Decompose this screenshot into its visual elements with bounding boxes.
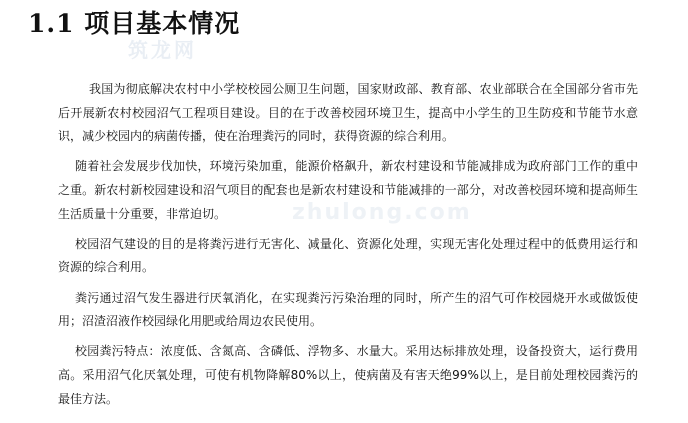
paragraph-3: 校园沼气建设的目的是将粪污进行无害化、减量化、资源化处理，实现无害化处理过程中的低费用运行和资源的综合利用。 (58, 236, 638, 275)
paragraph-4: 粪污通过沼气发生器进行厌氧消化，在实现粪污污染治理的同时，所产生的沼气可作校园烧开水或做饭使用；沼渣沼液作校园绿化用肥或给周边农民使用。 (58, 290, 638, 329)
watermark-url: zhulong.com (292, 200, 472, 225)
paragraph-1: 我国为彻底解决农村中小学校校园公厕卫生问题，国家财政部、教育部、农业部联合在全国部分省市先后开展新农村校园沼气工程项目建设。目的在于改善校园环境卫生，提高中小学生的卫生防疫和节能节水意识，减少校园内的病菌传播，使在治理粪污的同时，获得资源的综合利用。 (58, 82, 638, 144)
paragraph-2: 随着社会发展步伐加快，环境污染加重，能源价格飙升，新农村建设和节能减排成为政府部门工作的重中之重。新农村新校园建设和沼气项目的配套也是新农村建设和节能减排的一部分，对改善校园环境和提高师生生活质量十分重要，非常迫切。 (58, 159, 638, 221)
paragraph-5: 校园粪污特点：浓度低、含氮高、含磷低、浮物多、水量大。采用达标排放处理，设备投资大，运行费用高。采用沼气化厌氧处理，可使有机物降解80%以上，使病菌及有害天绝99%以上，是目前处理校园粪污的最佳方法。 (58, 344, 638, 406)
body-text (58, 78, 638, 418)
section-heading: 1.1 项目基本情况 (28, 9, 241, 38)
watermark-logo: 筑龙网 (128, 38, 197, 62)
